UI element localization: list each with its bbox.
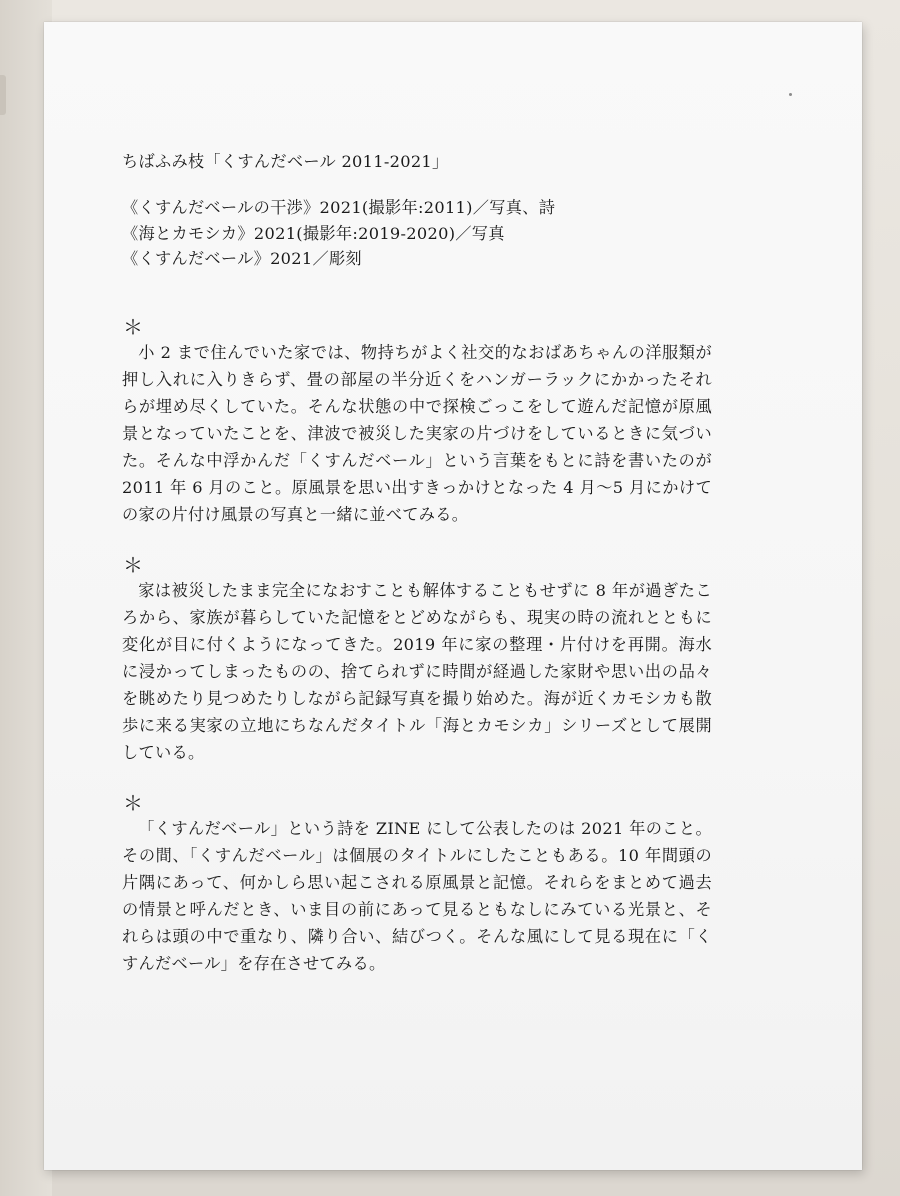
statement-section (122, 790, 712, 977)
statement-section (122, 314, 712, 528)
paper-speck (789, 93, 792, 96)
exhibition-title: ちばふみ枝「くすんだベール 2011-2021」 (122, 152, 449, 171)
work-item: 《海とカモシカ》2021(撮影年:2019-2020)／写真 (122, 223, 505, 243)
works-list (122, 195, 712, 272)
statement-paragraph: 小 2 まで住んでいた家では、物持ちがよく社交的なおばあちゃんの洋服類が押し入れに入りきらず、畳の部屋の半分近くをハンガーラックにかかったそれらが埋め尽くしていた。そんな状態の中で探検ごっこをして遊んだ記憶が原風景となっていたことを、津波で被災した実家の片づけをしているときに気づいた。そんな中浮かんだ「くすんだベール」という言葉をもとに詩を書いたのが 2011 年 6 月のこと。原風景を思い出すきっかけとなった 4 月〜5 月にかけての家の片付け風景の写真と一緒に並べてみる。 (122, 342, 712, 524)
wall-edge-mark (0, 75, 6, 115)
asterisk-marker: ＊ (123, 552, 144, 577)
work-item: 《くすんだベール》2021／彫刻 (122, 249, 362, 268)
statement-paragraph: 家は被災したまま完全になおすことも解体することもせずに 8 年が過ぎたころから、家族が暮らしていた記憶をとどめながらも、現実の時の流れとともに変化が目に付くようになってきた。2019 年に家の整理・片付けを再開。海水に浸かってしまったものの、捨てられずに時間が経過した家財や思い出の品々を眺めたり見つめたりしながら記録写真を撮り始めた。海が近くカモシカも散歩に来る実家の立地にちなんだタイトル「海とカモシカ」シリーズとして展開している。 (122, 580, 712, 762)
work-item: 《くすんだベールの干渉》2021(撮影年:2011)／写真、詩 (122, 198, 556, 217)
caption-text (122, 148, 712, 977)
statement-paragraph: 「くすんだベール」という詩を ZINE にして公表したのは 2021 年のこと。その間、「くすんだベール」は個展のタイトルにしたこともある。10 年間頭の片隅にあって、何かしら思い起こされる原風景と記憶。それらをまとめて過去の情景と呼んだとき、いま目の前にあって見るともなしにみている光景と、それらは頭の中で重なり、隣り合い、結びつく。そんな風にして見る現在に「くすんだベール」を存在させてみる。 (122, 818, 712, 973)
asterisk-marker: ＊ (123, 790, 144, 815)
statement-section (122, 552, 712, 766)
asterisk-marker: ＊ (123, 314, 144, 339)
